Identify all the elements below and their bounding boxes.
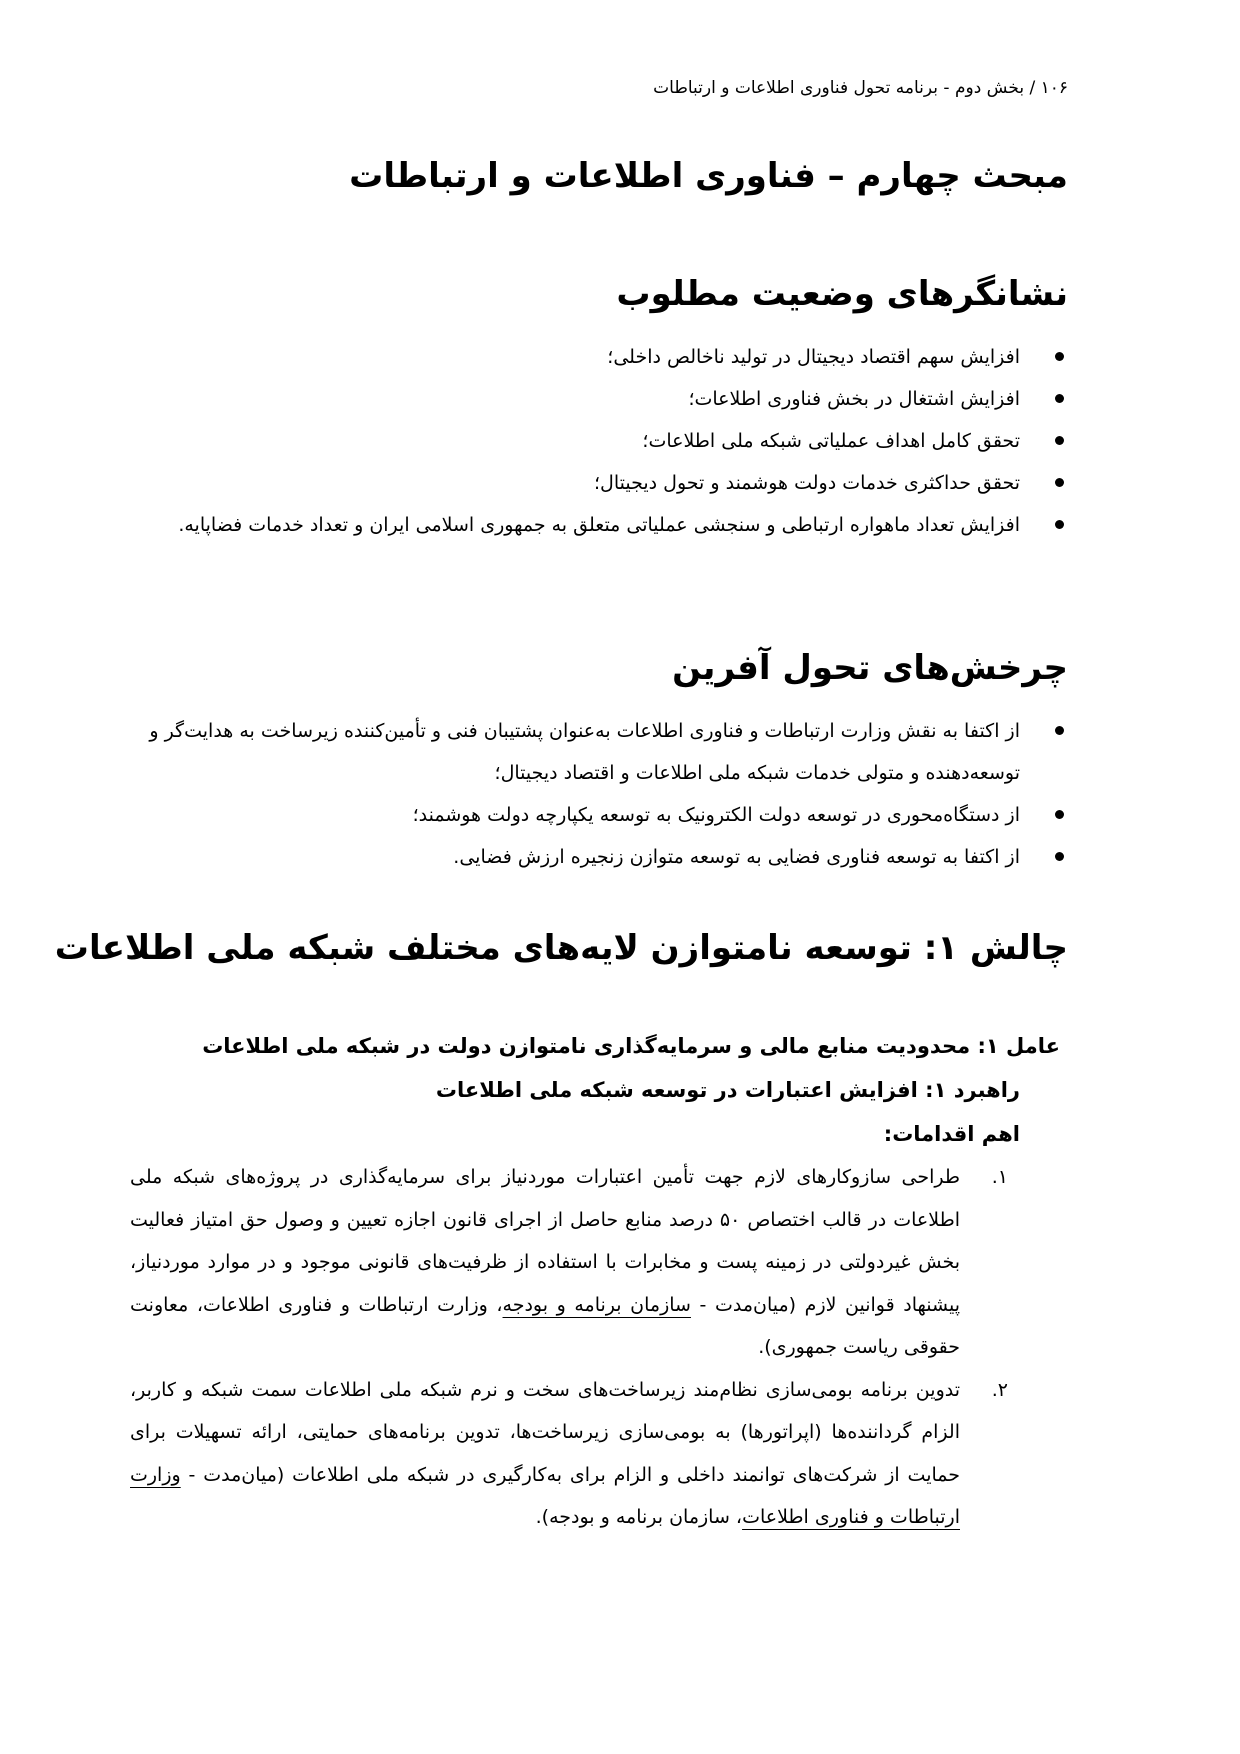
- list-item-text: از دستگاه‌محوری در توسعه دولت الکترونیک به توسعه یکپارچه دولت هوشمند؛: [412, 804, 1020, 826]
- shifts-list: [130, 710, 1068, 878]
- factor-heading: عامل ۱: محدودیت منابع مالی و سرمایه‌گذاری نامتوازن دولت در شبکه ملی اطلاعات: [202, 1034, 1060, 1058]
- action-item: [130, 1369, 1068, 1539]
- bullet-icon: [1055, 478, 1064, 487]
- bullet-icon: [1055, 726, 1064, 735]
- list-item-text: افزایش اشتغال در بخش فناوری اطلاعات؛: [688, 388, 1020, 410]
- action-text-end: ، وزارت ارتباطات و فناوری اطلاعات، معاونت حقوقی ریاست جمهوری).: [130, 1293, 960, 1358]
- list-item: [130, 836, 1068, 878]
- actions-list: [130, 1156, 1068, 1539]
- bullet-icon: [1055, 436, 1064, 445]
- list-item: [130, 420, 1068, 462]
- action-number: ۲.: [991, 1378, 1008, 1401]
- challenge-heading: چالش ۱: توسعه نامتوازن لایه‌های مختلف شبکه ملی اطلاعات: [54, 928, 1068, 968]
- bullet-icon: [1055, 520, 1064, 529]
- actions-heading: اهم اقدامات:: [883, 1122, 1020, 1146]
- list-item: [130, 710, 1068, 794]
- indicators-list: [130, 336, 1068, 546]
- list-item: [130, 378, 1068, 420]
- list-item-text: افزایش تعداد ماهواره ارتباطی و سنجشی عملیاتی متعلق به جمهوری اسلامی ایران و تعداد خدمات فضاپایه.: [178, 514, 1020, 536]
- list-item-text: تحقق کامل اهداف عملیاتی شبکه ملی اطلاعات؛: [642, 430, 1020, 452]
- list-item: [130, 462, 1068, 504]
- indicators-heading: نشانگرهای وضعیت مطلوب: [616, 274, 1068, 314]
- list-item-text: از اکتفا به نقش وزارت ارتباطات و فناوری اطلاعات به‌عنوان پشتیبان فنی و تأمین‌کننده زیرساخت به هدایت‌گر و توسعه‌دهنده و متولی خدمات شبکه ملی اطلاعات و اقتصاد دیجیتال؛: [149, 720, 1020, 784]
- action-text: تدوین برنامه بومی‌سازی نظام‌مند زیرساخت‌های سخت و نرم شبکه ملی اطلاعات سمت شبکه و کاربر، الزام گرداننده‌ها (اپراتورها) به بومی‌سازی زیرساخت‌ها، تدوین برنامه‌های حمایتی، ارائه تسهیلات برای حمایت از شرکت‌های توانمند داخلی و الزام برای به‌کارگیری در شبکه ملی اطلاعات (میان‌مدت -: [130, 1378, 960, 1486]
- list-item: [130, 794, 1068, 836]
- list-item-text: افزایش سهم اقتصاد دیجیتال در تولید ناخالص داخلی؛: [607, 346, 1020, 368]
- action-text-end: ، سازمان برنامه و بودجه).: [535, 1506, 743, 1528]
- list-item: [130, 504, 1068, 546]
- bullet-icon: [1055, 394, 1064, 403]
- action-text: طراحی سازوکارهای لازم جهت تأمین اعتبارات موردنیاز برای سرمایه‌گذاری در پروژه‌های شبکه ملی اطلاعات در قالب اختصاص ۵۰ درصد منابع حاصل از اجرای قانون اجازه تعیین و وصول حق امتیاز فعالیت بخش غیردولتی در زمینه پست و مخابرات با استفاده از ظرفیت‌های قانونی موجود و در موارد موردنیاز، پیشنهاد قوانین لازم (میان‌مدت -: [130, 1166, 960, 1316]
- list-item: [130, 336, 1068, 378]
- responsible-org-link: وزارت ارتباطات و فناوری اطلاعات: [130, 1463, 960, 1528]
- strategy-heading: راهبرد ۱: افزایش اعتبارات در توسعه شبکه ملی اطلاعات: [435, 1078, 1020, 1102]
- bullet-icon: [1055, 352, 1064, 361]
- list-item-text: تحقق حداکثری خدمات دولت هوشمند و تحول دیجیتال؛: [594, 472, 1020, 494]
- bullet-icon: [1055, 810, 1064, 819]
- bullet-icon: [1055, 852, 1064, 861]
- running-header: ۱۰۶ / بخش دوم - برنامه تحول فناوری اطلاعات و ارتباطات: [653, 78, 1068, 98]
- action-number: ۱.: [991, 1166, 1008, 1188]
- shifts-heading: چرخش‌های تحول آفرین: [672, 648, 1068, 688]
- responsible-org-link: سازمان برنامه و بودجه: [502, 1293, 691, 1316]
- action-item: [130, 1156, 1068, 1369]
- chapter-title: مبحث چهارم – فناوری اطلاعات و ارتباطات: [349, 156, 1068, 196]
- list-item-text: از اکتفا به توسعه فناوری فضایی به توسعه متوازن زنجیره ارزش فضایی.: [453, 846, 1020, 868]
